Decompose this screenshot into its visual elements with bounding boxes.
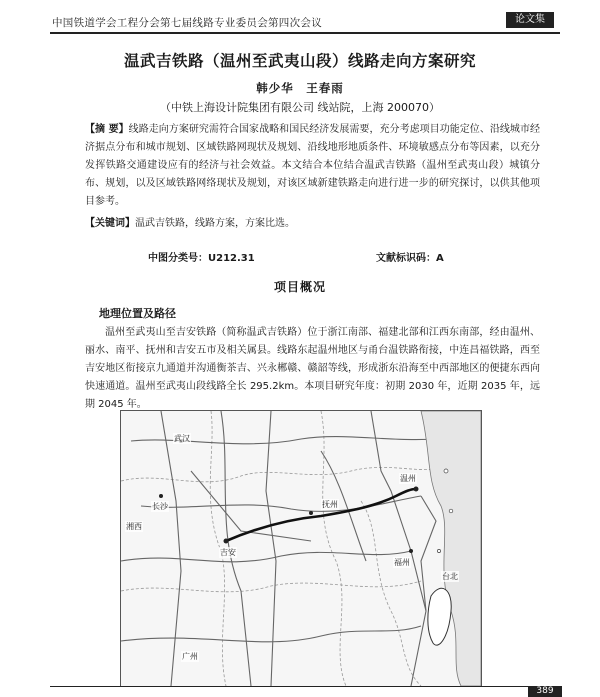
map-label-fuzhou: 福州: [394, 558, 410, 567]
abstract-label: 【摘 要】: [85, 124, 129, 135]
page-number: 389: [528, 686, 562, 697]
province-boundaries: [121, 411, 451, 686]
taiwan-island: [428, 588, 451, 645]
map-label-wuhan: 武汉: [174, 434, 190, 443]
subsection-title: 地理位置及路径: [99, 307, 176, 320]
map-label-wenzhou: 温州: [400, 474, 416, 483]
map-label-xiangxi: 湘西: [126, 522, 142, 531]
doc-code-label: 文献标识码：: [376, 253, 436, 264]
sea-area: [421, 411, 481, 686]
abstract: [85, 121, 540, 211]
paper-affiliation: （中铁上海设计院集团有限公司 线站院，上海 200070）: [160, 101, 440, 114]
doc-code-value: A: [436, 253, 444, 264]
abstract-text: 线路走向方案研究需符合国家战略和国民经济发展需要，充分考虑项目功能定位、沿线城市经济据点分布和城市规划、区域铁路网现状及规划、沿线地形地质条件、环境敏感点分布等因素，以充分发挥铁路交通建设应有的经济与社会效益。本文结合本位结合温武吉铁路（温州至武夷山段）城镇分布、规划，以及区域铁路网络现状及规划，对该区域新建铁路走向进行进一步的研究探讨，以供其他项目参考。: [85, 124, 541, 207]
map-label-taipei: 台北: [442, 572, 458, 581]
body-paragraph: 温州至武夷山至吉安铁路（简称温武吉铁路）位于浙江南部、福建北部和江西东南部，经由温州、丽水、南平、抚州和吉安五市及相关属县。线路东起温州地区与甬台温铁路衔接，中连昌福铁路，西至吉安地区衔接京九通道并沟通衡茶吉、兴永郴赣、赣韶等线，形成浙东沿海至中西部地区的便捷东西向快速通道。温州至武夷山段线路全长 295.2km。本项目研究年度：初期 2030 年，近期 2035 年，远期 2045 年。: [85, 327, 540, 410]
city-markers: [159, 439, 419, 553]
document-code: [376, 249, 444, 264]
keywords: [85, 215, 540, 233]
keywords-text: 温武吉铁路，线路方案，方案比选。: [135, 218, 295, 229]
class-no-label: 中图分类号：: [148, 253, 208, 264]
footer-rule: [50, 686, 560, 687]
keywords-label: 【关键词】: [85, 218, 135, 229]
railway-network-map: [120, 410, 482, 687]
conference-name: 中国铁道学会工程分会第七届线路专业委员会第四次会议: [52, 17, 322, 29]
map-label-changsha: 长沙: [152, 502, 168, 511]
classification-number: [148, 249, 255, 264]
map-label-jian: 吉安: [220, 548, 236, 557]
paper-title: 温武吉铁路（温州至武夷山段）线路走向方案研究: [123, 51, 476, 70]
running-header: [50, 10, 560, 34]
paper-authors: 韩少华 王春雨: [256, 81, 344, 95]
map-label-guangzhou: 广州: [182, 652, 198, 661]
section-tag: 论文集: [506, 12, 554, 28]
existing-railways: [121, 411, 461, 686]
class-no-value: U212.31: [208, 253, 255, 264]
map-graphic: [121, 411, 481, 686]
section-title: 项目概况: [273, 280, 326, 294]
map-label-fuzhou-jx: 抚州: [322, 500, 338, 509]
